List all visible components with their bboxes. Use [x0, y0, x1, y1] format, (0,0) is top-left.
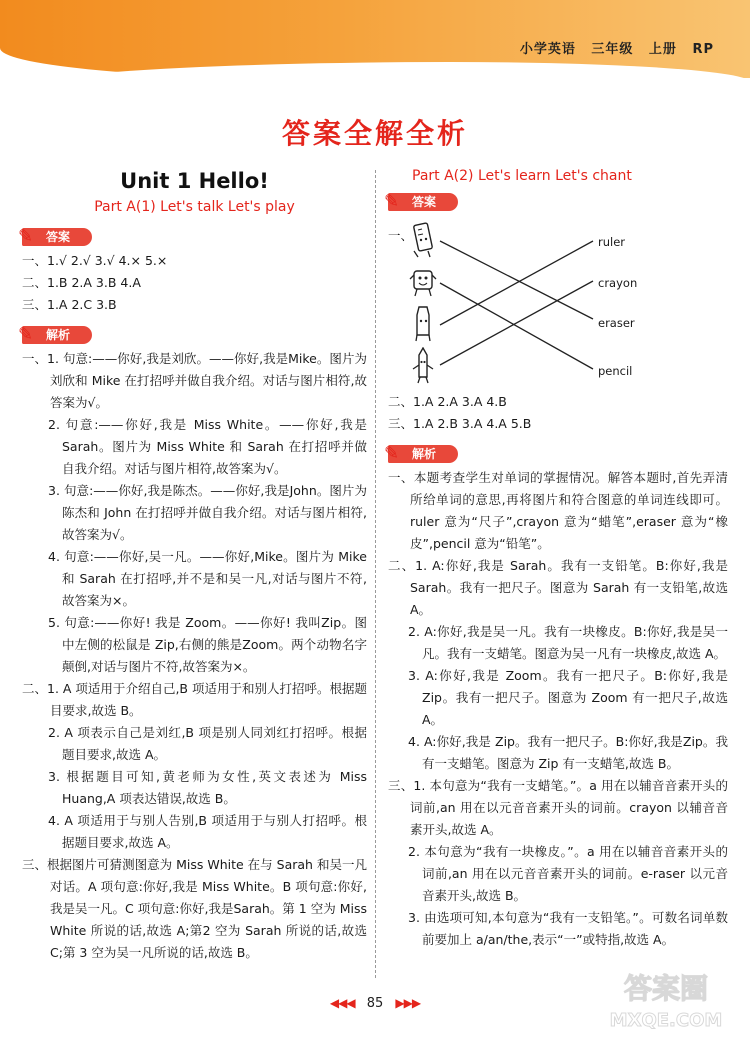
- page-title: 答案全解全析: [281, 117, 468, 150]
- watermark-top: 答案圈: [623, 972, 709, 1005]
- analysis-list-right: [388, 467, 728, 951]
- unit-title: Unit 1 Hello!: [120, 169, 269, 193]
- analysis-paragraph: 3. 根据题目可知,黄老师为女性,英文表述为 Miss Huang,A 项表达错误,故选 B。: [48, 769, 367, 806]
- answer-line: 三、1.A 2.B 3.A 4.A 5.B: [388, 416, 532, 431]
- analysis-paragraph: 一、本题考查学生对单词的掌握情况。解答本题时,首先弄清所给单词的意思,再将图片和符合图意的单词连线即可。ruler 意为“尺子”,crayon 意为“蜡笔”,eraser 意为“橡皮”,pencil 意为“铅笔”。: [388, 470, 728, 551]
- answer-tag-label: 答案: [412, 195, 437, 209]
- analysis-tag: [384, 443, 458, 464]
- analysis-paragraph: 3. 由选项可知,本句意为“我有一支铅笔。”。可数名词单数前要加上 a/an/the,表示“一”或特指,故选 A。: [408, 910, 728, 947]
- answer-line: 二、1.A 2.A 3.A 4.B: [388, 394, 507, 409]
- analysis-tag-label: 解析: [46, 328, 71, 342]
- analysis-paragraph: 三、1. 本句意为“我有一支蜡笔。”。a 用在以辅音音素开头的词前,an 用在以元音音素开头的词前。crayon 以辅音音素开头,故选 A。: [388, 778, 728, 837]
- pencil-icon: ✎: [18, 324, 34, 345]
- word-eraser: eraser: [598, 316, 635, 330]
- matching-exercise: [388, 219, 728, 391]
- watermark-bottom: MXQE.COM: [609, 1010, 723, 1031]
- part-title-right: Part A(2) Let's learn Let's chant: [412, 168, 632, 184]
- check-mark-icon: ✎: [384, 191, 400, 212]
- analysis-paragraph: 3. 句意:——你好,我是陈杰。——你好,我是John。图片为陈杰和 John 在打招呼并做自我介绍。对话与图片相符,故答案为√。: [48, 483, 367, 542]
- analysis-paragraph: 4. 句意:——你好,吴一凡。——你好,Mike。图片为 Mike 和 Sarah 在打招呼,并不是和吴一凡,对话与图片不符,故答案为×。: [48, 549, 367, 608]
- answer-line: 一、1.√ 2.√ 3.√ 4.× 5.×: [22, 253, 168, 268]
- right-arrows-icon: ▶▶▶: [395, 996, 421, 1010]
- answer-line: 三、1.A 2.C 3.B: [22, 297, 117, 312]
- pencil-icon: ✎: [384, 443, 400, 464]
- analysis-paragraph: 3. A:你好,我是 Zoom。我有一把尺子。B:你好,我是 Zip。我有一把尺子。图意为 Zoom 有一把尺子,故选 A。: [408, 668, 728, 727]
- answer-tag-label: 答案: [46, 230, 71, 244]
- answer-line: 二、1.B 2.A 3.B 4.A: [22, 275, 141, 290]
- volume-label: 上册: [648, 42, 677, 57]
- part-title-left: Part A(1) Let's talk Let's play: [94, 199, 295, 215]
- analysis-paragraph: 2. 句意:——你好,我是 Miss White。——你好,我是 Sarah。图片为 Miss White 和 Sarah 在打招呼并做自我介绍。对话与图片相符,故答案为√。: [48, 417, 367, 476]
- answer-tag: [18, 226, 92, 247]
- page-number: 85: [366, 996, 384, 1011]
- left-arrows-icon: ◀◀◀: [329, 996, 355, 1010]
- analysis-paragraph: 2. A 项表示自己是刘红,B 项是别人同刘红打招呼。根据题目要求,故选 A。: [48, 725, 367, 762]
- matching-number: 一、: [388, 228, 414, 243]
- analysis-paragraph: 2. A:你好,我是吴一凡。我有一块橡皮。B:你好,我是吴一凡。我有一支蜡笔。图意为吴一凡有一块橡皮,故选 A。: [408, 624, 728, 661]
- word-pencil: pencil: [598, 364, 633, 378]
- word-crayon: crayon: [598, 276, 638, 290]
- analysis-paragraph: 4. A:你好,我是 Zip。我有一把尺子。B:你好,我是Zip。我有一支蜡笔。图意为 Zip 有一支蜡笔,故选 B。: [408, 734, 728, 771]
- right-column: [384, 165, 728, 951]
- analysis-paragraph: 4. A 项适用于与别人告别,B 项适用于与别人打招呼。根据题目要求,故选 A。: [48, 813, 367, 850]
- check-mark-icon: ✎: [18, 226, 34, 247]
- analysis-paragraph: 2. 本句意为“我有一块橡皮。”。a 用在以辅音音素开头的词前,an 用在以元音音素开头的词前。e-raser 以元音音素开头,故选 B。: [408, 844, 728, 903]
- matching-lines: [388, 219, 728, 391]
- analysis-paragraph: 二、1. A:你好,我是 Sarah。我有一支铅笔。B:你好,我是 Sarah。我有一把尺子。图意为 Sarah 有一支铅笔,故选 A。: [388, 558, 728, 617]
- left-column: [18, 168, 367, 964]
- site-watermark: [596, 964, 736, 1034]
- grade-label: 三年级: [591, 42, 634, 57]
- analysis-paragraph: 二、1. A 项适用于介绍自己,B 项适用于和别人打招呼。根据题目要求,故选 B。: [22, 681, 367, 718]
- analysis-paragraph: 三、根据图片可猜测图意为 Miss White 在与 Sarah 和吴一凡对话。A 项句意:你好,我是 Miss White。B 项句意:你好,我是吴一凡。C 项句意:你好,我是Sarah。第 1 空为 Miss White 所说的话,故选 A;第2 空为 Sarah 所说的话,故选 C;第 3 空为吴一凡所说的话,故选 B。: [22, 857, 367, 960]
- analysis-paragraph: 5. 句意:——你好! 我是 Zoom。——你好! 我叫Zip。图中左侧的松鼠是 Zip,右侧的熊是Zoom。两个动物名字颠倒,对话与图片不符,故答案为×。: [48, 615, 367, 674]
- analysis-tag-label: 解析: [412, 447, 437, 461]
- answer-list-left: [22, 250, 367, 316]
- subject-label: 小学英语: [519, 42, 576, 57]
- column-divider: [375, 170, 376, 978]
- word-ruler: ruler: [598, 235, 626, 249]
- edition-label: RP: [692, 42, 714, 57]
- answer-tag: [384, 191, 458, 212]
- answer-list-right: [388, 391, 728, 435]
- analysis-paragraph: 一、1. 句意:——你好,我是刘欣。——你好,我是Mike。图片为刘欣和 Mike 在打招呼并做自我介绍。对话与图片相符,故答案为√。: [22, 351, 367, 410]
- analysis-list-left: [22, 348, 367, 964]
- analysis-tag: [18, 324, 92, 345]
- series-label: [520, 38, 714, 57]
